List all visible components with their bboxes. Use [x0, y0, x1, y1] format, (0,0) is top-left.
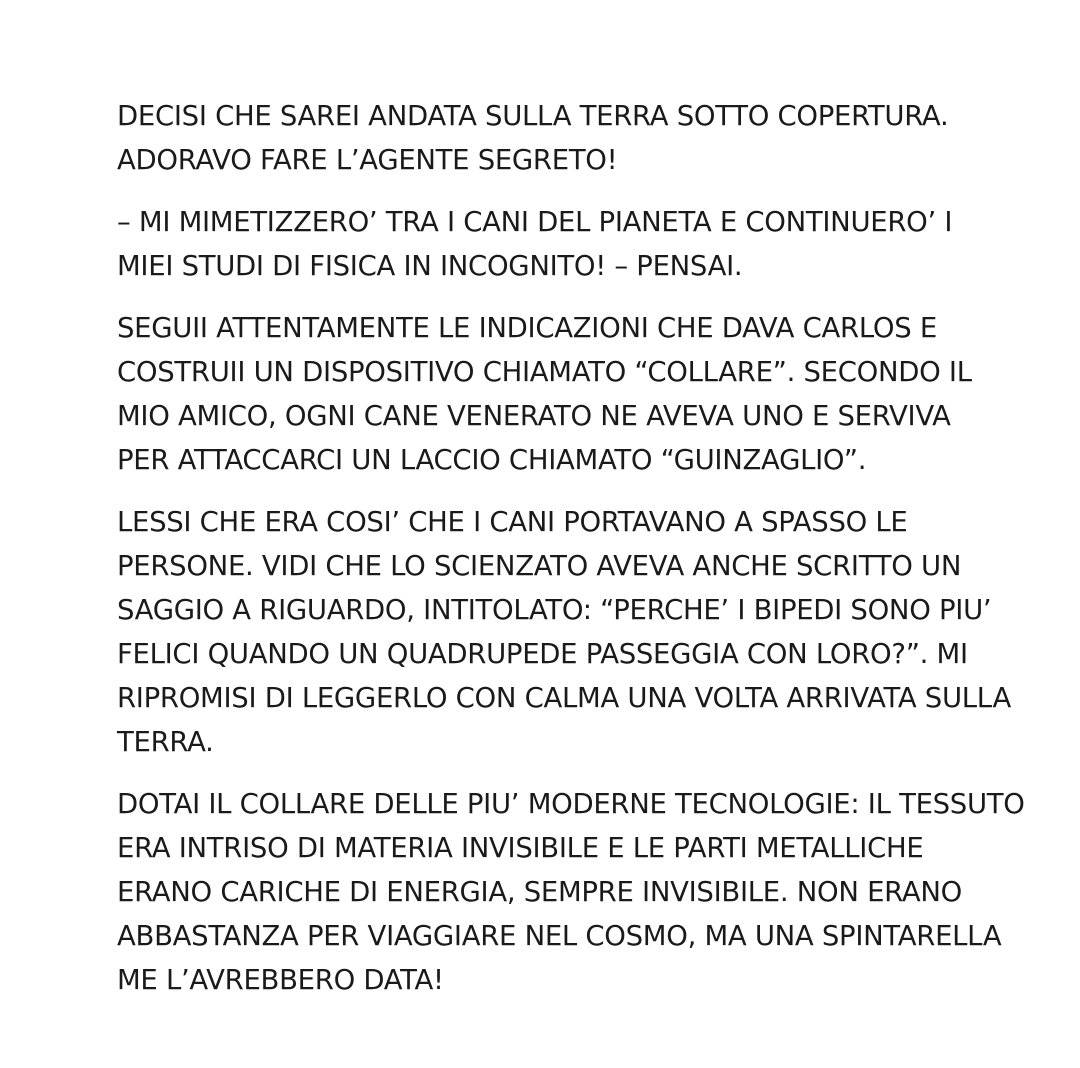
- text-line: PERSONE. VIDI CHE LO SCIENZATO AVEVA ANCHE SCRITTO UN: [117, 550, 962, 582]
- paragraph-3: [117, 306, 1037, 482]
- paragraph-5: [117, 782, 1037, 1002]
- text-line: PER ATTACCARCI UN LACCIO CHIAMATO “GUINZAGLIO”.: [117, 444, 867, 476]
- text-line: ERANO CARICHE DI ENERGIA, SEMPRE INVISIBILE. NON ERANO: [117, 876, 962, 908]
- text-line: MIEI STUDI DI FISICA IN INCOGNITO! – PENSAI.: [117, 250, 743, 282]
- text-line: LESSI CHE ERA COSI’ CHE I CANI PORTAVANO A SPASSO LE: [117, 506, 908, 538]
- text-line: SAGGIO A RIGUARDO, INTITOLATO: “PERCHE’ I BIPEDI SONO PIU’: [117, 594, 992, 626]
- text-line: RIPROMISI DI LEGGERLO CON CALMA UNA VOLTA ARRIVATA SULLA: [117, 682, 1011, 714]
- text-line: FELICI QUANDO UN QUADRUPEDE PASSEGGIA CON LORO?”. MI: [117, 638, 968, 670]
- text-line: DECISI CHE SAREI ANDATA SULLA TERRA SOTTO COPERTURA.: [117, 100, 949, 132]
- text-line: – MI MIMETIZZERO’ TRA I CANI DEL PIANETA E CONTINUERO’ I: [117, 206, 953, 238]
- text-line: TERRA.: [117, 726, 214, 758]
- text-line: ADORAVO FARE L’AGENTE SEGRETO!: [117, 144, 618, 176]
- text-line: ME L’AVREBBERO DATA!: [117, 964, 444, 996]
- paragraph-1: [117, 94, 1037, 182]
- text-line: COSTRUII UN DISPOSITIVO CHIAMATO “COLLARE”. SECONDO IL: [117, 356, 972, 388]
- text-line: MIO AMICO, OGNI CANE VENERATO NE AVEVA UNO E SERVIVA: [117, 400, 951, 432]
- paragraph-2: [117, 200, 1037, 288]
- text-line: SEGUII ATTENTAMENTE LE INDICAZIONI CHE DAVA CARLOS E: [117, 312, 937, 344]
- text-line: ABBASTANZA PER VIAGGIARE NEL COSMO, MA UNA SPINTARELLA: [117, 920, 1002, 952]
- text-line: DOTAI IL COLLARE DELLE PIU’ MODERNE TECNOLOGIE: IL TESSUTO: [117, 788, 1025, 820]
- text-line: ERA INTRISO DI MATERIA INVISIBILE E LE PARTI METALLICHE: [117, 832, 924, 864]
- document-body: [117, 94, 1037, 1020]
- paragraph-4: [117, 500, 1037, 764]
